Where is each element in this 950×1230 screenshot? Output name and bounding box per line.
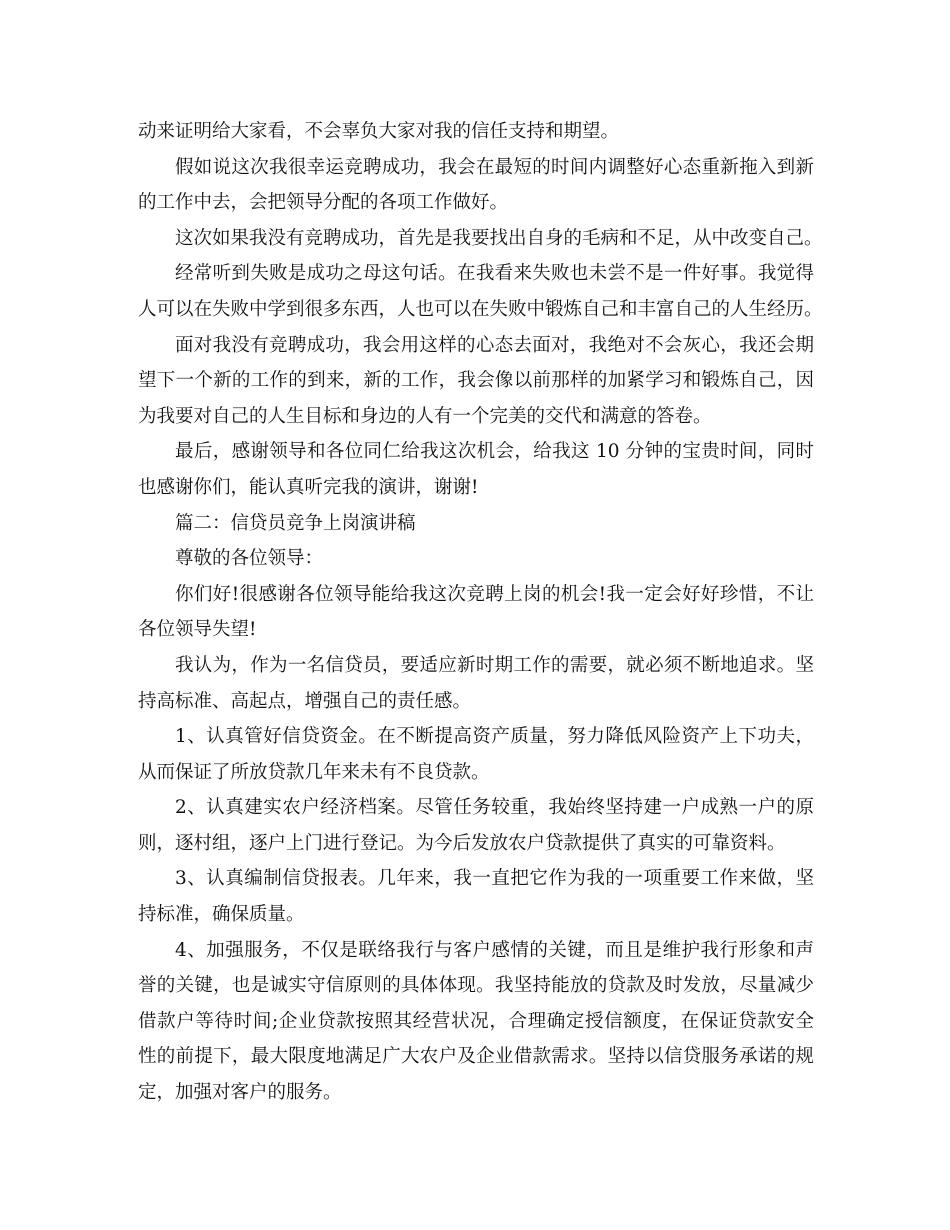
text-line: 人可以在失败中学到很多东西，人也可以在失败中锻炼自己和丰富自己的人生经历。 (138, 298, 823, 320)
text-line: 这次如果我没有竞聘成功，首先是我要找出自身的毛病和不足，从中改变自己。 (175, 227, 823, 249)
text-line: 3、认真编制信贷报表。几年来，我一直把它作为我的一项重要工作来做，坚 (175, 868, 814, 890)
text-line: 从而保证了所放贷款几年来未有不良贷款。 (138, 761, 490, 783)
text-line: 面对我没有竞聘成功，我会用这样的心态去面对，我绝对不会灰心，我还会期 (175, 334, 814, 356)
text-line: 我认为，作为一名信贷员，要适应新时期工作的需要，就必须不断地追求。坚 (175, 654, 814, 676)
text-line: 定，加强对客户的服务。 (138, 1082, 342, 1104)
text-line: 誉的关键，也是诚实守信原则的具体体现。我坚持能放的贷款及时发放，尽量减少 (138, 975, 814, 997)
text-line: 各位领导失望! (138, 619, 257, 641)
text-line: 经常听到失败是成功之母这句话。在我看来失败也未尝不是一件好事。我觉得 (175, 263, 814, 285)
document-body (138, 114, 823, 1111)
text-line: 为我要对自己的人生目标和身边的人有一个完美的交代和满意的答卷。 (138, 405, 712, 427)
text-line: 2、认真建实农户经济档案。尽管任务较重，我始终坚持建一户成熟一户的原 (175, 797, 814, 819)
text-line: 也感谢你们，能认真听完我的演讲，谢谢! (138, 476, 479, 498)
text-line: 的工作中去，会把领导分配的各项工作做好。 (138, 192, 509, 214)
text-line: 最后，感谢领导和各位同仁给我这次机会，给我这 10 分钟的宝贵时间，同时 (175, 441, 814, 463)
text-line: 动来证明给大家看，不会辜负大家对我的信任支持和期望。 (138, 121, 620, 142)
text-line: 望下一个新的工作的到来，新的工作，我会像以前那样的加紧学习和锻炼自己，因 (138, 370, 814, 392)
text-line: 你们好!很感谢各位领导能给我这次竞聘上岗的机会!我一定会好好珍惜，不让 (175, 583, 814, 605)
text-line: 4、加强服务，不仅是联络我行与客户感情的关键，而且是维护我行形象和声 (175, 939, 814, 961)
text-line: 借款户等待时间;企业贷款按照其经营状况，合理确定授信额度，在保证贷款安全 (138, 1010, 814, 1032)
text-line: 则，逐村组，逐户上门进行登记。为今后发放农户贷款提供了真实的可靠资料。 (138, 832, 786, 854)
text-line: 持高标准、高起点，增强自己的责任感。 (138, 690, 472, 712)
text-line: 1、认真管好信贷资金。在不断提高资产质量，努力降低风险资产上下功夫， (175, 726, 814, 748)
text-line: 持标准，确保质量。 (138, 904, 305, 926)
text-line: 尊敬的各位领导： (175, 548, 324, 570)
text-line: 性的前提下，最大限度地满足广大农户及企业借款需求。坚持以信贷服务承诺的规 (138, 1046, 814, 1068)
text-line: 篇二：信贷员竞争上岗演讲稿 (175, 512, 416, 534)
text-line: 假如说这次我很幸运竞聘成功，我会在最短的时间内调整好心态重新拖入到新 (175, 156, 814, 178)
